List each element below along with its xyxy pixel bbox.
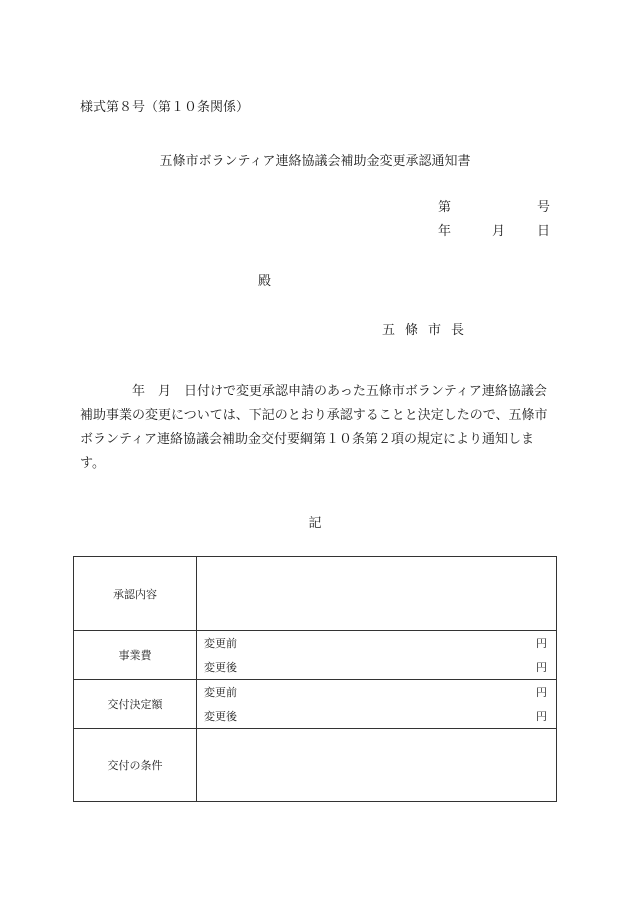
after-label: 変更後 xyxy=(204,661,237,674)
document-title: 五條市ボランティア連絡協議会補助金変更承認通知書 xyxy=(159,154,471,169)
grant-conditions-cell xyxy=(197,729,557,802)
date-month: 月 xyxy=(492,224,506,239)
number-suffix: 号 xyxy=(536,200,550,215)
approval-content-label: 承認内容 xyxy=(74,557,197,631)
table-row xyxy=(74,557,557,631)
issuer-char: 五 xyxy=(382,323,396,338)
project-cost-cell xyxy=(197,631,557,680)
after-label: 変更後 xyxy=(204,710,237,723)
grant-amount-after xyxy=(197,704,556,728)
project-cost-before xyxy=(197,631,556,655)
grant-amount-before xyxy=(197,680,556,704)
project-cost-after xyxy=(197,655,556,679)
yen-unit: 円 xyxy=(536,710,547,723)
grant-amount-cell xyxy=(197,680,557,729)
date-year: 年 xyxy=(438,224,452,239)
issuer-char: 長 xyxy=(451,323,465,338)
project-cost-label: 事業費 xyxy=(74,631,197,680)
notification-body: 年 月 日付けで変更承認申請のあった五條市ボランティア連絡協議会補助事業の変更については、下記のとおり承認することと決定したので、五條市ボランティア連絡協議会補助金交付要綱第１０条第２項の規定により通知します。 xyxy=(80,384,548,471)
yen-unit: 円 xyxy=(536,637,547,650)
table-row xyxy=(74,729,557,802)
ki-heading: 記 xyxy=(308,516,322,531)
date-day: 日 xyxy=(536,224,550,239)
table-row xyxy=(74,680,557,729)
before-label: 変更前 xyxy=(204,637,237,650)
form-label: 様式第８号（第１０条関係） xyxy=(80,100,250,115)
addressee-honorific: 殿 xyxy=(258,274,272,289)
grant-amount-label: 交付決定額 xyxy=(74,680,197,729)
issuer-char: 市 xyxy=(428,323,442,338)
issuer-name xyxy=(382,319,474,338)
number-prefix: 第 xyxy=(438,200,452,215)
grant-conditions-label: 交付の条件 xyxy=(74,729,197,802)
yen-unit: 円 xyxy=(536,661,547,674)
issuer-char: 條 xyxy=(405,323,419,338)
table-row xyxy=(74,631,557,680)
yen-unit: 円 xyxy=(536,686,547,699)
approval-content-cell xyxy=(197,557,557,631)
before-label: 変更前 xyxy=(204,686,237,699)
approval-table xyxy=(73,556,557,802)
